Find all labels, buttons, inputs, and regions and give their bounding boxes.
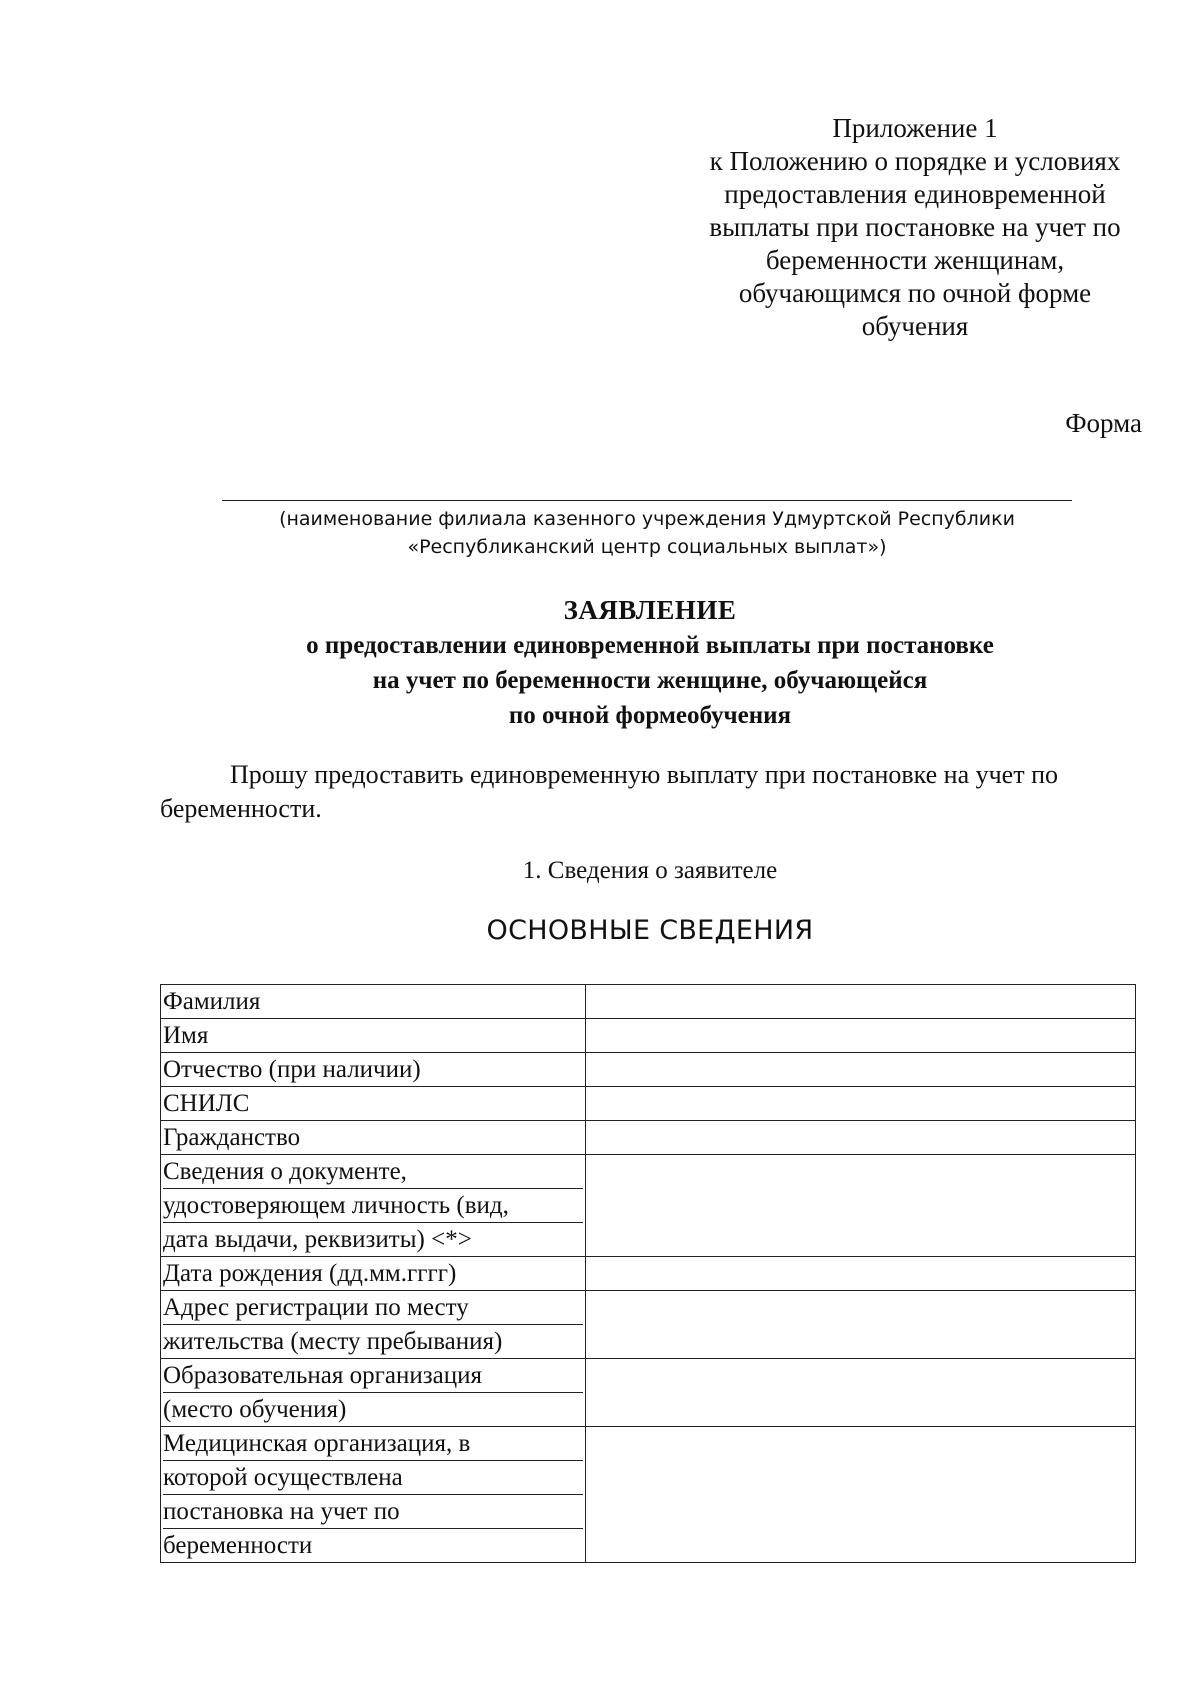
applicant-info-table [160, 984, 1136, 1563]
field-label-line: (место обучения) [163, 1396, 347, 1423]
appendix-line: обучающимся по очной форме [738, 278, 1092, 308]
field-label-line: удостоверяющем личность (вид, [163, 1189, 583, 1223]
field-value-cell[interactable] [585, 1359, 1135, 1427]
field-label-cell [161, 1121, 586, 1155]
field-label-cell [161, 1019, 586, 1053]
field-value-cell[interactable] [585, 1121, 1135, 1155]
title-line: о предоставлении единовременной выплаты при постановке [306, 632, 994, 659]
appendix-line: беременности женщинам, [765, 245, 1065, 275]
field-label-line: которой осуществлена [163, 1461, 583, 1495]
basic-info-heading: ОСНОВНЫЕ СВЕДЕНИЯ [486, 915, 814, 946]
table-row [161, 1427, 1136, 1563]
document-title [150, 592, 1150, 733]
table-row [161, 1087, 1136, 1121]
request-paragraph: Прошу предоставить единовременную выплату при постановке на учет по беременности. [160, 760, 1059, 823]
field-value-cell[interactable] [585, 1291, 1135, 1359]
title-line: на учет по беременности женщине, обучающейся [372, 667, 928, 694]
field-label-line: Образовательная организация [163, 1359, 583, 1393]
field-value-cell[interactable] [585, 1155, 1135, 1257]
field-label-line: Сведения о документе, [163, 1155, 583, 1189]
appendix-line: предоставления единовременной [724, 179, 1106, 209]
field-value-cell[interactable] [585, 1427, 1135, 1563]
table-row [161, 1121, 1136, 1155]
table-row [161, 1291, 1136, 1359]
field-label-line: постановка на учет по [163, 1495, 583, 1529]
field-label-line: дата выдачи, реквизиты) <*> [163, 1226, 472, 1253]
appendix-line: к Положению о порядке и условиях [709, 146, 1121, 176]
field-label-cell [161, 1087, 586, 1121]
field-label-line: Дата рождения (дд.мм.гггг) [163, 1260, 457, 1287]
field-label-cell [161, 1053, 586, 1087]
branch-caption-line: «Республиканский центр социальных выплат») [407, 536, 887, 558]
table-row [161, 1155, 1136, 1257]
field-label-line: Адрес регистрации по месту [163, 1291, 583, 1325]
branch-caption-line: (наименование филиала казенного учреждения Удмуртской Республики [279, 508, 1015, 530]
appendix-line: Приложение 1 [832, 113, 998, 143]
table-row [161, 1359, 1136, 1427]
field-label-line: Фамилия [163, 988, 261, 1015]
field-label-line: беременности [163, 1532, 313, 1559]
field-label-line: Имя [163, 1022, 209, 1049]
field-value-cell[interactable] [585, 985, 1135, 1019]
field-label-cell [161, 1427, 586, 1563]
field-label-cell [161, 1291, 586, 1359]
field-label-line: Отчество (при наличии) [163, 1056, 421, 1083]
branch-name-line[interactable] [222, 500, 1072, 501]
table-row [161, 985, 1136, 1019]
title-main: ЗАЯВЛЕНИЕ [563, 595, 737, 625]
field-label-cell [161, 1155, 586, 1257]
field-value-cell[interactable] [585, 1053, 1135, 1087]
branch-caption [222, 505, 1072, 561]
field-value-cell[interactable] [585, 1257, 1135, 1291]
title-line: по очной формеобучения [508, 702, 792, 729]
field-label-line: Гражданство [163, 1124, 301, 1151]
appendix-line: выплаты при постановке на учет по [709, 212, 1121, 242]
field-value-cell[interactable] [585, 1019, 1135, 1053]
table-row [161, 1019, 1136, 1053]
appendix-line: обучения [861, 311, 969, 341]
field-label-line: СНИЛС [163, 1090, 250, 1117]
field-label-line: Медицинская организация, в [163, 1427, 583, 1461]
field-label-cell [161, 1359, 586, 1427]
field-label-cell [161, 1257, 586, 1291]
field-value-cell[interactable] [585, 1087, 1135, 1121]
field-label-cell [161, 985, 586, 1019]
field-label-line: жительства (месту пребывания) [163, 1328, 503, 1355]
section-heading: 1. Сведения о заявителе [522, 857, 778, 884]
table-row [161, 1053, 1136, 1087]
appendix-header [690, 112, 1140, 343]
form-label: Форма [1065, 408, 1142, 438]
table-row [161, 1257, 1136, 1291]
